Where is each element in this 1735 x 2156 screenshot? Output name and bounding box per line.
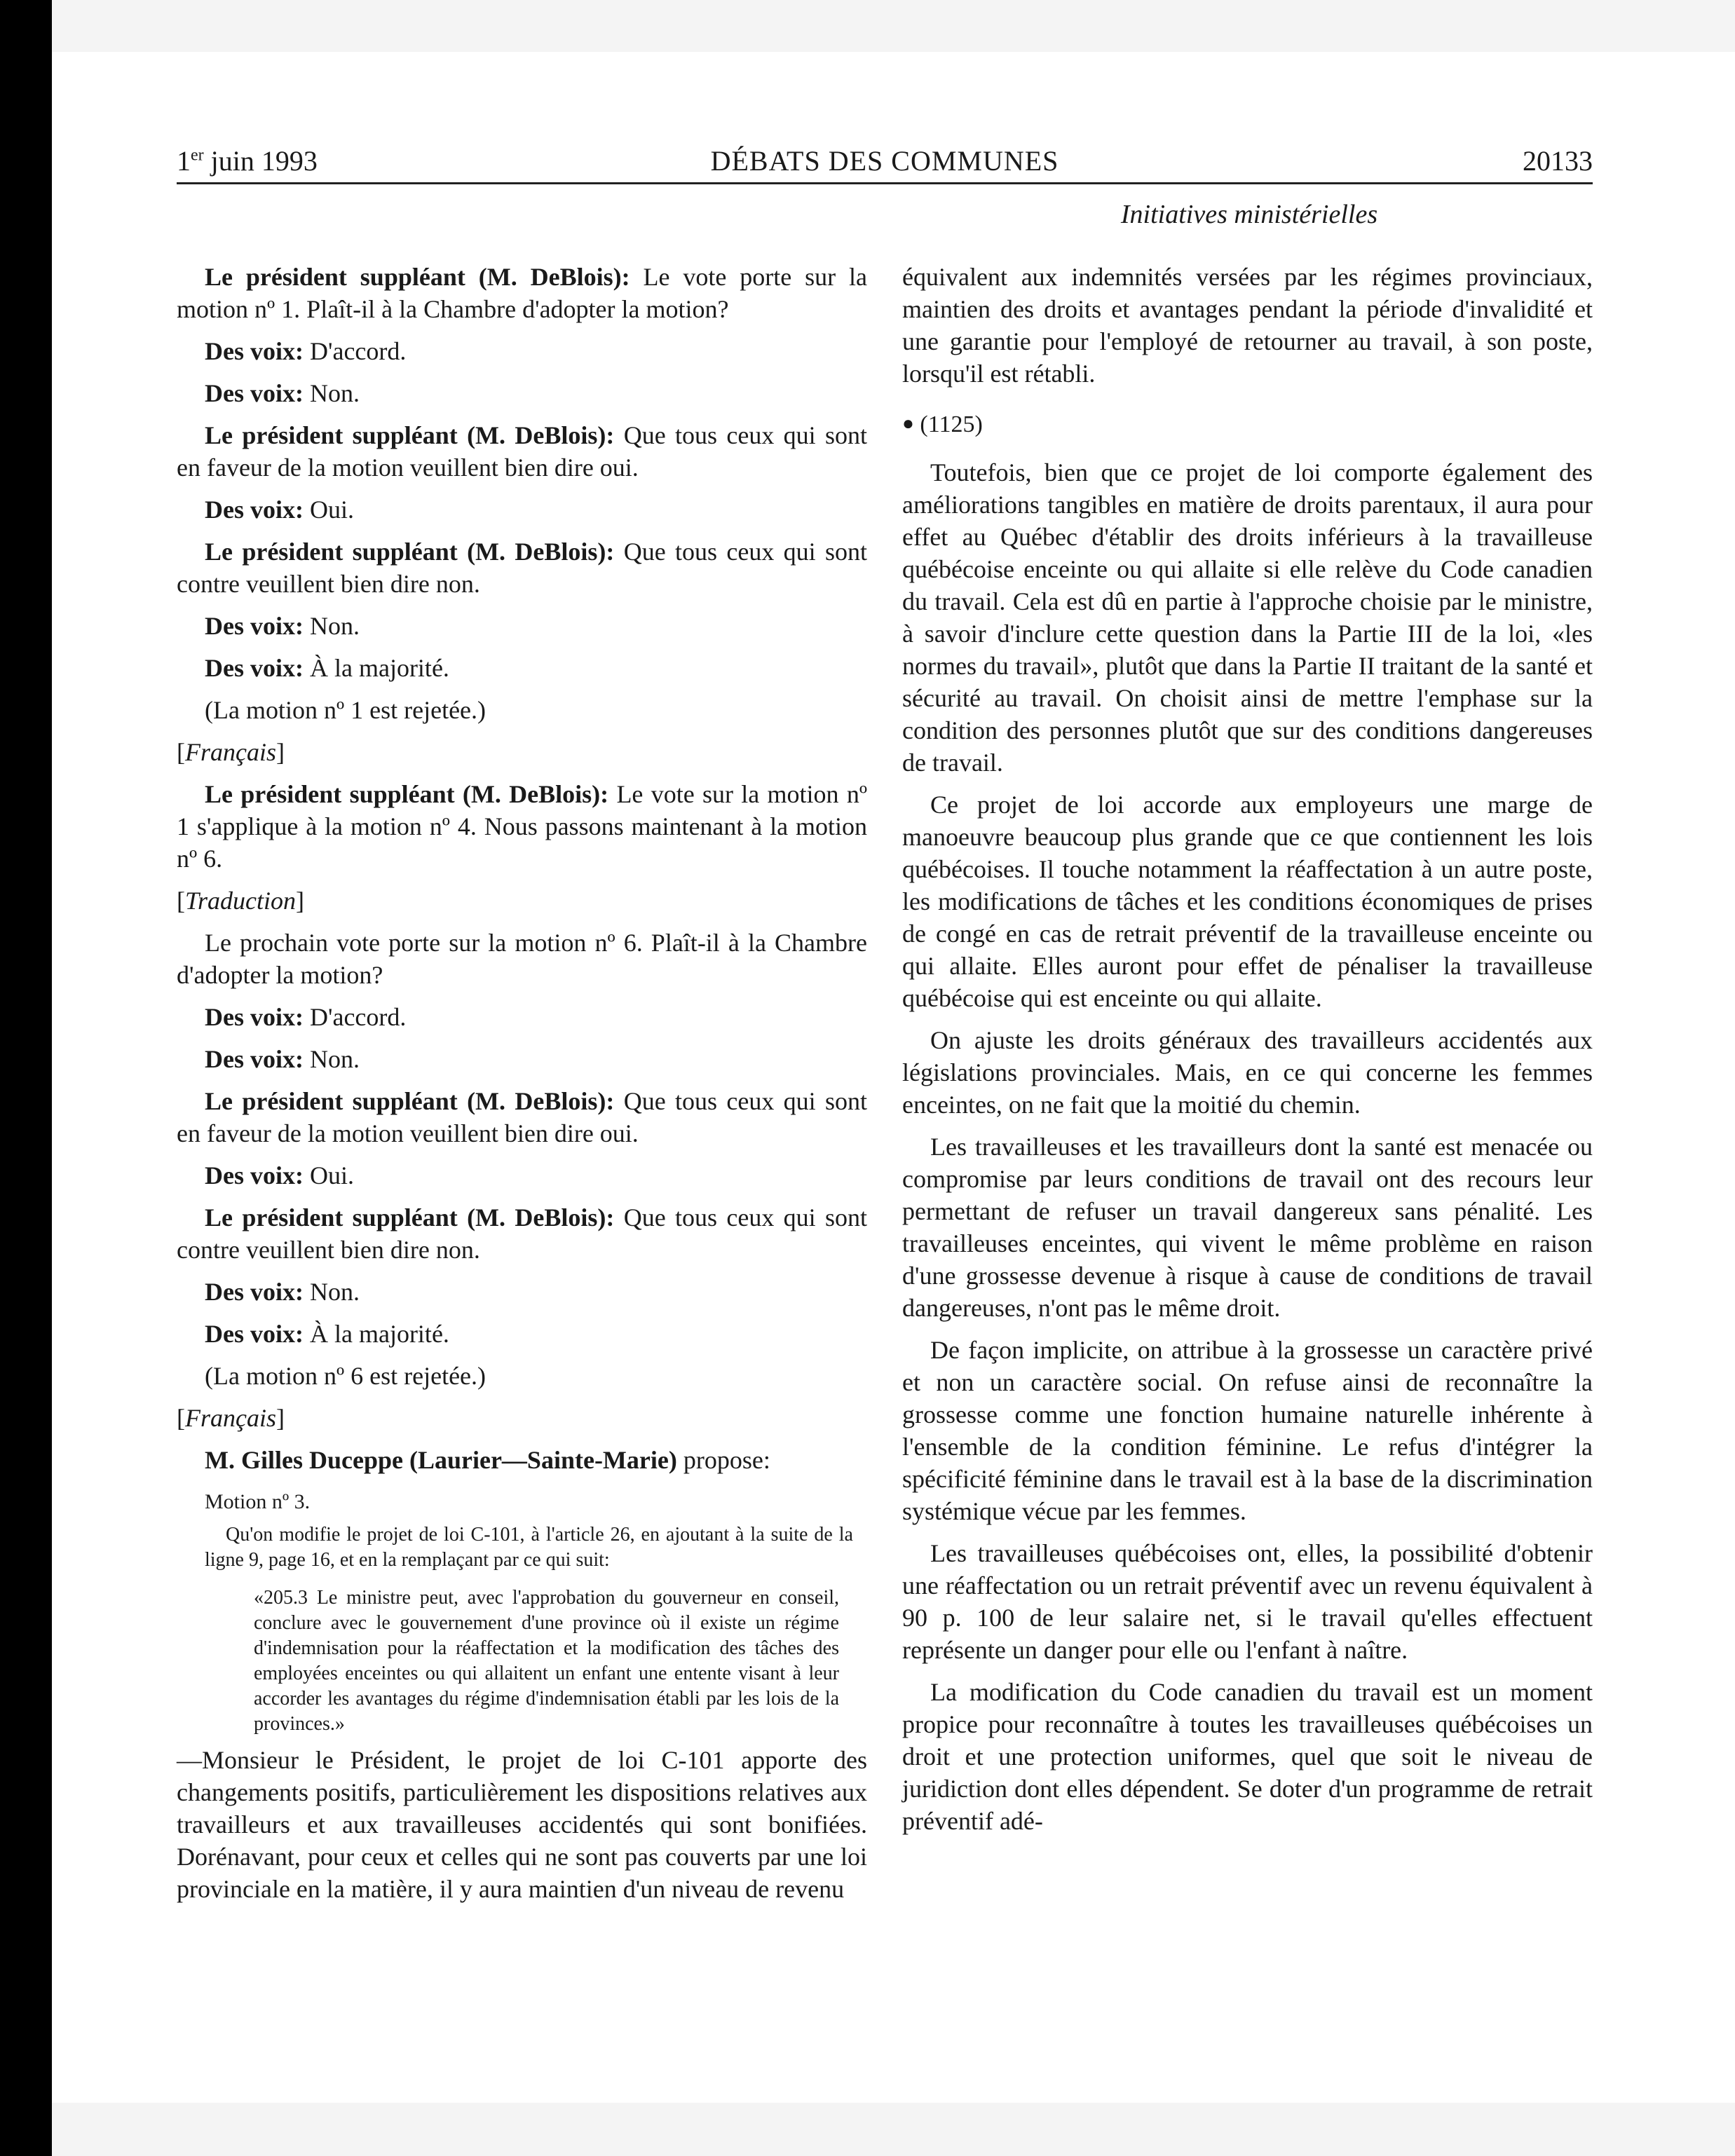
speech-text: À la majorité. <box>303 654 449 682</box>
document-page <box>177 135 1593 2083</box>
speaker: Des voix: <box>205 496 304 524</box>
paragraph <box>177 1043 867 1075</box>
speaker: Le président suppléant (M. DeBlois): <box>205 1087 615 1115</box>
language-marker: [Français] <box>177 738 285 766</box>
speech-text: Que tous ceux qui sont contre veuillent bien dire non. <box>177 1203 868 1264</box>
speech-text: Que tous ceux qui sont contre veuillent bien dire non. <box>177 538 868 598</box>
paragraph <box>177 335 867 367</box>
speech-text: D'accord. <box>303 337 407 365</box>
paragraph <box>177 261 867 325</box>
speech-text: Que tous ceux qui sont en faveur de la motion veuillent bien dire oui. <box>177 1087 868 1147</box>
time-marker-text: (1125) <box>920 411 983 437</box>
right-column <box>902 261 1593 1847</box>
header-date-rest: juin 1993 <box>203 145 318 177</box>
paragraph <box>177 1276 867 1308</box>
speaker: Des voix: <box>205 1320 304 1348</box>
motion-label: Motion nº 3. <box>205 1490 311 1513</box>
header-date-ordinal: er <box>191 146 204 165</box>
scan-edge-left <box>0 0 52 2156</box>
paragraph: On ajuste les droits généraux des travailleurs accidentés aux législations provinciales. Mais, en ce qui concerne les femmes enceintes, on ne fait que la moitié du chemin. <box>902 1026 1593 1119</box>
speech-text: Que tous ceux qui sont en faveur de la motion veuillent bien dire oui. <box>177 421 868 482</box>
paragraph: Les travailleuses et les travailleurs dont la santé est menacée ou compromise par leurs conditions de travail ont des recours leur permettant de refuser un travail dangereux sans pénalité. Les travailleuses enceintes, qui vivent le même problème en raison d'une grossesse devenue à risque à cause de conditions de travail dangereuses, n'ont pas le même droit. <box>902 1133 1593 1322</box>
speaker: Des voix: <box>205 1045 304 1073</box>
scan-edge-bottom <box>52 2103 1735 2156</box>
speaker: Le président suppléant (M. DeBlois): <box>205 421 615 449</box>
paragraph <box>177 1444 867 1476</box>
language-marker: [Français] <box>177 1404 285 1432</box>
paragraph: (La motion nº 1 est rejetée.) <box>205 696 487 724</box>
paragraph: Toutefois, bien que ce projet de loi comporte également des améliorations tangibles en matière de droits parentaux, il aura pour effet au Québec d'établir des droits inférieurs à la travailleuse québécoise enceinte ou qui allaite si elle relève du Code canadien du travail. Cela est dû en partie à l'approche choisie par le ministre, à savoir d'inclure cette question dans la Partie III de la loi, «les normes du travail», plutôt que dans la Partie II traitant de la santé et sécurité au travail. On choisit ainsi de mettre l'emphase sur la condition des personnes plutôt que sur des conditions dangereuses de travail. <box>902 458 1593 777</box>
header-rule <box>177 182 1593 184</box>
speech-text: Non. <box>303 1278 360 1306</box>
scan-edge-top <box>52 0 1735 52</box>
speaker: Des voix: <box>205 337 304 365</box>
language-marker: [Traduction] <box>177 887 305 915</box>
paragraph <box>177 1159 867 1192</box>
paragraph <box>177 1001 867 1033</box>
paragraph <box>177 419 867 484</box>
motion-text: Qu'on modifie le projet de loi C-101, à l'article 26, en ajoutant à la suite de la ligne 9, page 16, et en la remplaçant par ce qui suit: <box>205 1524 853 1571</box>
paragraph <box>177 493 867 526</box>
speech-text: Oui. <box>303 496 354 524</box>
speech-text: Le vote porte sur la motion nº 1. Plaît-il à la Chambre d'adopter la motion? <box>177 263 868 323</box>
paragraph <box>177 377 867 409</box>
speech-text: Non. <box>303 379 360 407</box>
paragraph: —Monsieur le Président, le projet de loi C-101 apporte des changements positifs, particulièrement les dispositions relatives aux travailleurs et aux travailleuses accidentés qui sont bonifiées. Dorénavant, pour ceux et celles qui ne sont pas couverts par une loi provinciale en la matière, il y aura maintien d'un niveau de revenu <box>177 1746 867 1903</box>
language-label: Français <box>185 1404 276 1432</box>
speaker: Des voix: <box>205 654 304 682</box>
paragraph <box>177 1085 867 1149</box>
speaker: Le président suppléant (M. DeBlois): <box>205 780 609 808</box>
paragraph <box>177 652 867 684</box>
speaker: Le président suppléant (M. DeBlois): <box>205 263 630 291</box>
header-date-day: 1 <box>177 145 191 177</box>
paragraph: équivalent aux indemnités versées par les régimes provinciaux, maintien des droits et avantages pendant la période d'invalidité et une garantie pour l'employé de retourner au travail, à son poste, lorsqu'il est rétabli. <box>902 263 1593 388</box>
speaker: Le président suppléant (M. DeBlois): <box>205 538 615 566</box>
language-label: Traduction <box>185 887 297 915</box>
speaker: Des voix: <box>205 1003 304 1031</box>
paragraph: Le prochain vote porte sur la motion nº 6. Plaît-il à la Chambre d'adopter la motion? <box>177 929 867 989</box>
speech-text: Non. <box>303 612 360 640</box>
language-label: Français <box>185 738 276 766</box>
speaker: Des voix: <box>205 1161 304 1189</box>
paragraph: La modification du Code canadien du travail est un moment propice pour reconnaître à toutes les travailleuses québécoises un droit et une protection uniformes, quel que soit le niveau de juridiction dont elles dépendent. Se doter d'un programme de retrait préventif adé- <box>902 1678 1593 1835</box>
bullet-icon: ● <box>902 413 914 435</box>
speech-text: D'accord. <box>303 1003 407 1031</box>
header-page-number: 20133 <box>1523 145 1593 177</box>
motion-quote: «205.3 Le ministre peut, avec l'approbation du gouverneur en conseil, conclure avec le gouvernement d'une province où il existe un régime d'indemnisation pour la réaffectation et la modification des tâches des employées enceintes ou qui allaitent un enfant une entente visant à leur accorder les avantages du régime d'indemnisation établi par les lois de la provinces.» <box>254 1587 839 1735</box>
speech-text: Le vote sur la motion nº 1 s'applique à la motion nº 4. Nous passons maintenant à la motion nº 6. <box>177 780 867 873</box>
page-header <box>177 144 1593 186</box>
paragraph: Ce projet de loi accorde aux employeurs une marge de manoeuvre beaucoup plus grande que ce que contiennent les lois québécoises. Il touche notamment la réaffectation à un autre poste, les modifications de tâches et les conditions économiques de prises de congé en cas de retrait préventif de la travailleuse enceinte ou qui allaite. Elles auront pour effet de pénaliser la travailleuse québécoise qui est enceinte ou qui allaite. <box>902 791 1593 1012</box>
speaker: Des voix: <box>205 379 304 407</box>
paragraph: Les travailleuses québécoises ont, elles, la possibilité d'obtenir une réaffectation ou un retrait préventif avec un revenu équivalent à 90 p. 100 de leur salaire net, si le travail qu'elles effectuent représente un danger pour elle ou l'enfant à naître. <box>902 1539 1593 1664</box>
paragraph <box>177 1201 867 1266</box>
paragraph: De façon implicite, on attribue à la grossesse un caractère privé et non un caractère social. On refuse ainsi de reconnaître la grossesse comme une fonction humaine naturelle inhérente à l'ensemble de la condition féminine. Le refus d'intégrer la spécificité féminine dans le travail est à la base de la discrimination systémique vécue par les femmes. <box>902 1336 1593 1525</box>
left-column <box>177 261 867 1915</box>
paragraph <box>177 1318 867 1350</box>
speaker: Le président suppléant (M. DeBlois): <box>205 1203 615 1231</box>
paragraph <box>177 535 867 600</box>
speaker: M. Gilles Duceppe (Laurier—Sainte-Marie) <box>205 1446 677 1474</box>
speech-text: À la majorité. <box>303 1320 449 1348</box>
speaker: Des voix: <box>205 612 304 640</box>
speech-text: Oui. <box>303 1161 354 1189</box>
section-label: Initiatives ministérielles <box>1120 200 1378 229</box>
paragraph <box>177 610 867 642</box>
paragraph: (La motion nº 6 est rejetée.) <box>205 1362 487 1390</box>
speech-text: propose: <box>676 1446 770 1474</box>
speaker: Des voix: <box>205 1278 304 1306</box>
time-marker <box>902 408 1593 441</box>
header-title: DÉBATS DES COMMUNES <box>710 145 1059 177</box>
speech-text: Non. <box>303 1045 360 1073</box>
paragraph <box>177 778 867 875</box>
